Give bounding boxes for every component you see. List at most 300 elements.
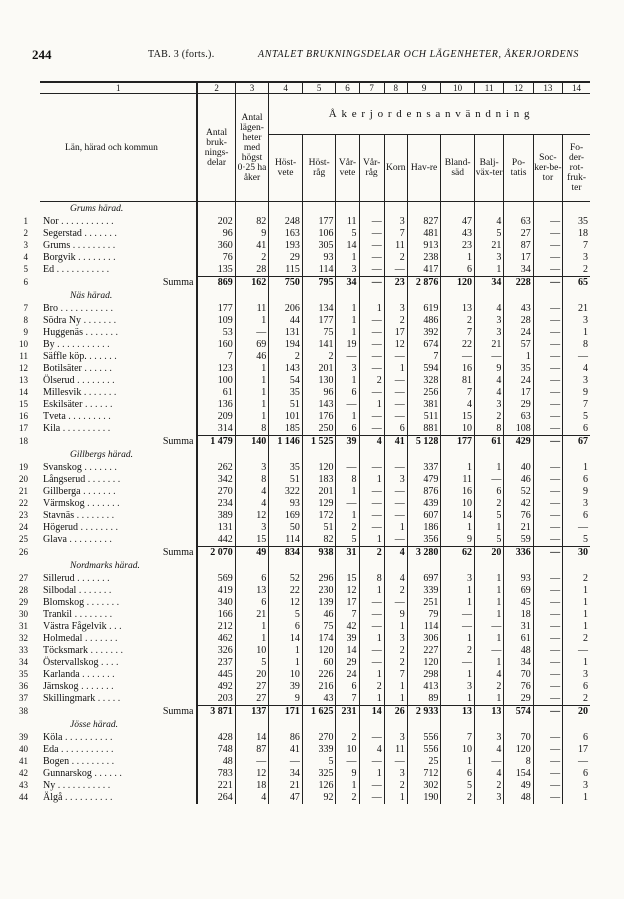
value-cell: — [441,621,475,633]
value-cell: — [533,375,562,387]
value-cell: 48 [504,645,533,657]
value-cell: 4 [384,547,407,560]
value-cell: 1 [441,633,475,645]
value-cell: 35 [269,387,303,399]
value-cell: 356 [407,534,441,547]
value-cell: 5 [563,411,590,423]
value-cell: — [359,327,384,339]
value-cell: 6 [336,681,359,693]
dot-leader: . . . . . . . . . [65,411,111,422]
row-number: 12 [19,363,28,373]
value-cell: 17 [563,744,590,756]
dot-leader: . . . . . . . [82,633,118,644]
value-cell: 8 [359,573,384,585]
kommun-name: Grums . . . . . . . . . [43,240,116,251]
value-cell: 248 [269,216,303,228]
value-cell: 39 [336,436,359,449]
header-sub: Soc-ker-be-tor [533,135,562,202]
value-cell: 9 [563,486,590,498]
value-cell: 1 [384,681,407,693]
value-cell: — [359,732,384,744]
value-cell: 21 [474,339,503,351]
value-cell: 8 [563,339,590,351]
value-cell: 1 [269,657,303,669]
value-cell: — [384,498,407,510]
value-cell: 6 [235,573,269,585]
value-cell: 31 [336,547,359,560]
value-cell: 4 [235,486,269,498]
value-cell: 1 [336,315,359,327]
kommun-name: Töcksmark . . . . . . . [43,645,123,656]
dot-leader: . . . . . . . . . . . [55,780,111,791]
value-cell: 87 [235,744,269,756]
table-row [40,585,590,597]
value-cell: 8 [235,474,269,486]
value-cell: 177 [197,303,235,315]
value-cell: 340 [197,597,235,609]
value-cell: 3 [474,792,503,804]
value-cell: 34 [504,657,533,669]
value-cell: 61 [474,436,503,449]
empty-cell [474,289,503,303]
kommun-name: Holmedal . . . . . . . [43,633,118,644]
value-cell: 13 [235,585,269,597]
header-sub: Fo-der-rot-fruk-ter [563,135,590,202]
value-cell: 3 871 [197,706,235,719]
value-cell: 1 [563,621,590,633]
value-cell: — [384,462,407,474]
value-cell: 262 [197,462,235,474]
value-cell: 24 [336,669,359,681]
sum-row [40,436,590,449]
table-row [40,423,590,436]
value-cell: 14 [235,732,269,744]
value-cell: 163 [269,228,303,240]
value-cell: — [533,780,562,792]
value-cell: — [359,363,384,375]
row-number: 42 [19,768,28,778]
table-row [40,351,590,363]
value-cell: 76 [504,681,533,693]
value-cell: 1 [474,522,503,534]
header-sub: Hav-re [407,135,441,202]
value-cell: 1 [441,585,475,597]
value-cell: 1 625 [302,706,336,719]
value-cell: 712 [407,768,441,780]
value-cell: 1 [563,585,590,597]
value-cell: 20 [563,706,590,719]
column-number: 14 [563,82,590,94]
column-number: 9 [407,82,441,94]
empty-cell [197,448,235,462]
value-cell: 60 [302,657,336,669]
value-cell: 264 [197,792,235,804]
value-cell: 6 [474,486,503,498]
value-cell: — [533,756,562,768]
value-cell: 4 [235,498,269,510]
value-cell: 827 [407,216,441,228]
value-cell: 76 [197,252,235,264]
value-cell: 171 [269,706,303,719]
dot-leader: . . . . . . . . . . . [58,216,114,227]
value-cell: 1 [474,573,503,585]
value-cell: 3 [384,768,407,780]
value-cell: 177 [441,436,475,449]
empty-cell [302,559,336,573]
value-cell: 14 [441,510,475,522]
value-cell: 1 [563,657,590,669]
column-number: 12 [504,82,533,94]
value-cell: 3 [474,252,503,264]
value-cell: 160 [197,339,235,351]
value-cell: 41 [269,744,303,756]
dot-leader: . . . [106,621,122,632]
value-cell: 1 [474,609,503,621]
value-cell: 3 [563,498,590,510]
value-cell: 42 [336,621,359,633]
value-cell: 70 [504,669,533,681]
header-sub: Höst-råg [302,135,336,202]
value-cell: — [533,744,562,756]
value-cell: 106 [302,228,336,240]
district-row [40,718,590,732]
dot-leader: . . . . . . . . . . . [54,339,110,350]
value-cell: 2 933 [407,706,441,719]
dot-leader: . . . . . . . [84,498,120,509]
value-cell: 6 [384,423,407,436]
empty-cell [336,448,359,462]
value-cell: 10 [235,645,269,657]
value-cell: 76 [504,510,533,522]
value-cell: 7 [441,732,475,744]
row-number: 6 [23,276,28,287]
value-cell: 2 [474,780,503,792]
dot-leader: . . . . . . . [81,462,117,473]
value-cell: 48 [504,792,533,804]
empty-cell [269,559,303,573]
dot-leader: . . . . . . . . . . . [54,264,110,276]
kommun-name: Ölserud . . . . . . . . [43,375,115,386]
district-heading: Näs härad. [70,291,113,301]
value-cell: 2 [336,732,359,744]
empty-cell [302,718,336,732]
value-cell: — [533,706,562,719]
value-cell: 9 [235,228,269,240]
value-cell: 93 [302,252,336,264]
value-cell: 1 [441,693,475,706]
value-cell: 4 [563,363,590,375]
dot-leader: . . . . . . . . . . [62,732,113,743]
column-number: 13 [533,82,562,94]
value-cell: 59 [504,534,533,547]
table-row [40,462,590,474]
value-cell: 216 [302,681,336,693]
value-cell: 417 [407,264,441,277]
value-cell: 1 [474,264,503,277]
value-cell: 2 [336,792,359,804]
value-cell: — [563,351,590,363]
value-cell: — [384,411,407,423]
value-cell: 93 [269,498,303,510]
value-cell: 3 [474,327,503,339]
value-cell: 1 [384,792,407,804]
value-cell: 7 [336,693,359,706]
kommun-name: Säffle köp. . . . . . . [43,351,117,362]
value-cell: 2 070 [197,547,235,560]
value-cell: 4 [474,216,503,228]
sum-label: Summa [162,705,194,717]
value-cell: 10 [441,423,475,436]
kommun-name: Eskilsäter . . . . . . [43,399,113,410]
value-cell: 12 [235,510,269,522]
value-cell: — [359,486,384,498]
value-cell: 174 [302,633,336,645]
value-cell: 392 [407,327,441,339]
value-cell: 442 [197,534,235,547]
value-cell: 141 [302,339,336,351]
value-cell: 234 [197,498,235,510]
value-cell: 1 [336,327,359,339]
value-cell: 51 [269,399,303,411]
value-cell: 21 [504,522,533,534]
value-cell: 63 [504,411,533,423]
value-cell: 869 [197,277,235,290]
value-cell: — [359,621,384,633]
table-row [40,363,590,375]
row-number: 30 [19,609,28,619]
value-cell: 96 [197,228,235,240]
value-cell: — [533,387,562,399]
value-cell: 1 [441,462,475,474]
value-cell: 8 [504,756,533,768]
value-cell: — [533,411,562,423]
empty-cell [269,289,303,303]
value-cell: 511 [407,411,441,423]
empty-cell [302,202,336,217]
value-cell: 462 [197,633,235,645]
kommun-name: Segerstad . . . . . . . [43,228,117,239]
district-row [40,202,590,217]
value-cell: — [359,522,384,534]
value-cell: 10 [441,744,475,756]
value-cell: 479 [407,474,441,486]
value-cell: — [359,216,384,228]
kommun-name: Skillingmark . . . . . [43,693,121,705]
value-cell: — [359,339,384,351]
value-cell: 339 [407,585,441,597]
empty-cell [533,718,562,732]
dot-leader: . . . . . . . [88,645,123,656]
dot-leader: . . . . . . . . [78,522,118,533]
value-cell: 201 [302,363,336,375]
value-cell: — [533,363,562,375]
value-cell: — [384,597,407,609]
value-cell: — [384,264,407,277]
table-row [40,621,590,633]
dot-leader: . . . . . . . . [74,510,115,521]
value-cell: 439 [407,498,441,510]
table-row [40,756,590,768]
empty-cell [441,289,475,303]
value-cell: 1 [359,693,384,706]
value-cell: 20 [235,669,269,681]
value-cell: — [359,510,384,522]
value-cell: 143 [302,399,336,411]
empty-cell [269,202,303,217]
value-cell: 795 [302,277,336,290]
value-cell: 3 [563,315,590,327]
value-cell: — [533,498,562,510]
empty-cell [384,559,407,573]
kommun-name: Silbodal . . . . . . . [43,585,112,596]
value-cell: 52 [269,573,303,585]
row-number: 11 [19,351,28,361]
value-cell: 54 [269,375,303,387]
value-cell: 8 [336,474,359,486]
empty-cell [336,202,359,217]
value-cell: 5 128 [407,436,441,449]
value-cell: — [384,351,407,363]
value-cell: 18 [235,780,269,792]
value-cell: 176 [302,411,336,423]
value-cell: 1 [504,351,533,363]
value-cell: 27 [504,228,533,240]
sum-label: Summa [162,276,194,288]
empty-cell [235,448,269,462]
kommun-name: Blomskog . . . . . . . [43,597,120,608]
table-row [40,768,590,780]
empty-cell [407,448,441,462]
value-cell: 108 [504,423,533,436]
value-cell: 569 [197,573,235,585]
value-cell: 238 [407,252,441,264]
value-cell: — [384,510,407,522]
value-cell: — [359,228,384,240]
column-number: 5 [302,82,336,94]
value-cell: — [359,387,384,399]
value-cell: — [336,462,359,474]
value-cell: 20 [474,547,503,560]
value-cell: 28 [504,315,533,327]
value-cell: 27 [235,681,269,693]
value-cell: 5 [336,228,359,240]
value-cell: 3 [336,264,359,277]
district-heading: Jösse härad. [70,720,119,730]
kommun-name: Karlanda . . . . . . . [43,669,115,680]
value-cell: — [359,252,384,264]
value-cell: 34 [269,768,303,780]
row-number: 7 [23,303,28,313]
header-sub: Bland-säd [441,135,475,202]
value-cell: 43 [504,303,533,315]
value-cell: 2 [336,522,359,534]
value-cell: — [359,756,384,768]
value-cell: 938 [302,547,336,560]
value-cell: 1 [384,621,407,633]
value-cell: — [533,277,562,290]
value-cell: 1 [336,780,359,792]
value-cell: — [533,573,562,585]
value-cell: 1 [235,621,269,633]
empty-cell [269,718,303,732]
empty-cell [504,448,533,462]
value-cell: 1 525 [302,436,336,449]
value-cell: 5 [474,228,503,240]
page-header [20,47,610,63]
value-cell: 17 [504,252,533,264]
kommun-name: Gunnarskog . . . . . . [43,768,122,779]
value-cell: 1 [563,327,590,339]
empty-cell [407,559,441,573]
value-cell: 4 [474,387,503,399]
value-cell: — [359,277,384,290]
value-cell: — [336,399,359,411]
value-cell: 2 [563,573,590,585]
value-cell: 24 [504,327,533,339]
value-cell: 82 [302,534,336,547]
kommun-name: Värmskog . . . . . . . [43,498,120,509]
value-cell: 49 [504,780,533,792]
row-number: 37 [19,693,28,703]
dot-leader: . . . . . . . . . [70,240,116,251]
value-cell: 166 [197,609,235,621]
value-cell: 162 [235,277,269,290]
value-cell: 1 [336,252,359,264]
value-cell: 12 [235,768,269,780]
value-cell: 1 [474,633,503,645]
table-row [40,387,590,399]
value-cell: 202 [197,216,235,228]
header-group: Å k e r j o r d e n s a n v ä n d n i n g [269,94,590,135]
value-cell: 5 [302,756,336,768]
dot-leader: . . . . . . [91,768,122,779]
value-cell: 39 [269,681,303,693]
district-row [40,289,590,303]
kommun-name: Ny . . . . . . . . . . . [43,780,111,791]
value-cell: 389 [197,510,235,522]
table-row [40,498,590,510]
table-row [40,522,590,534]
row-number: 41 [19,756,28,766]
dot-leader: . . . . . . . . . . [62,792,113,803]
value-cell: — [533,768,562,780]
value-cell: — [533,351,562,363]
header-lan: Län, härad och kommun [40,94,197,202]
value-cell: 115 [269,264,303,277]
value-cell: — [441,351,475,363]
kommun-name: Trankil . . . . . . . . [43,609,113,620]
value-cell: 3 [441,573,475,585]
value-cell: 556 [407,732,441,744]
value-cell: 29 [269,252,303,264]
column-number: 11 [474,82,503,94]
value-cell: 79 [407,609,441,621]
value-cell: 7 [563,399,590,411]
value-cell: 87 [504,240,533,252]
value-cell: 212 [197,621,235,633]
row-number: 3 [23,240,28,250]
empty-cell [407,718,441,732]
value-cell: 18 [563,228,590,240]
table-row [40,792,590,804]
value-cell: 1 [563,609,590,621]
value-cell: 43 [441,228,475,240]
value-cell: — [533,327,562,339]
value-cell: 256 [407,387,441,399]
value-cell: 22 [441,339,475,351]
empty-cell [235,202,269,217]
kommun-name: Nor . . . . . . . . . . . [43,216,114,227]
